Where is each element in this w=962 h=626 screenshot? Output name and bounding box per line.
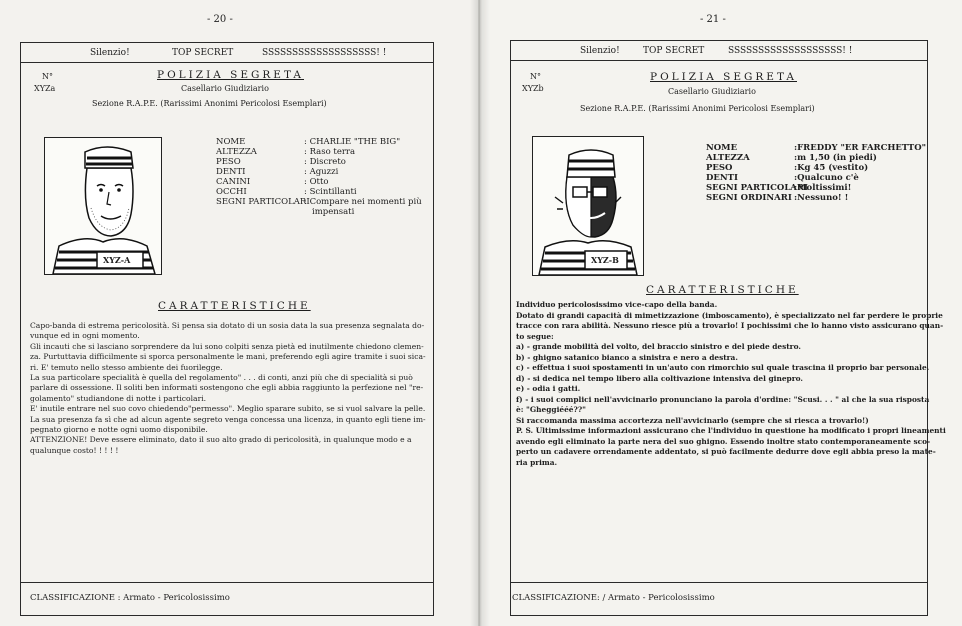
footer-divider <box>20 582 434 583</box>
body-line: ri. E' temuto nello stesso ambiente dei fuorilegge. <box>30 362 223 372</box>
field-label-canini: CANINI <box>216 177 251 187</box>
body-line: E' inutile entrare nel suo covo chiedendo"permesso". Meglio sparare subito, se si vuol salvare la pelle. <box>30 404 426 414</box>
body-line: Dotato di grandi capacità di mimetizzazione (imboscamento), è specializzato nel far perdere le proprie <box>516 310 943 320</box>
body-line: vunque ed in ogni momento. <box>30 331 140 341</box>
body-line: avendo egli eliminato la parte nera del suo ghigno. Essendo inoltre stato contemporaneamente sco- <box>516 436 931 446</box>
body-line: e) - odia i gatti. <box>516 384 581 393</box>
field-value-continued: impensati <box>312 207 355 217</box>
field-label-denti: DENTI <box>706 173 738 183</box>
body-line: pegnato giorno e notte ogni uomo disponibile. <box>30 425 208 435</box>
caratteristiche-heading: CARATTERISTICHE <box>646 284 799 296</box>
field-label-nome: NOME <box>216 137 246 147</box>
description-body <box>516 300 946 468</box>
field-value-canini: : Otto <box>304 177 329 187</box>
field-label-altezza: ALTEZZA <box>216 147 257 157</box>
body-line: tracce con rara abilità. Nessuno riesce più a trovarlo! I pochissimi che lo hanno visto assicurano quan- <box>516 321 944 330</box>
field-value-peso: :Kg 45 (vestito) <box>794 163 869 173</box>
body-line: perto un cadavere orrendamente addentato, si può facilmente dedurre dove egli abbia preso la mate- <box>516 447 936 456</box>
mugshot-drawing <box>533 137 643 275</box>
casellario-subtitle: Casellario Giudiziario <box>181 84 269 93</box>
record-number-label: N° <box>42 72 53 81</box>
header-divider <box>510 60 928 61</box>
section-name: Sezione R.A.P.E. (Rarissimi Anonimi Pericolosi Esemplari) <box>92 99 327 108</box>
field-value-nome: : CHARLIE "THE BIG" <box>304 137 401 147</box>
body-line: d) - si dedica nel tempo libero alla coltivazione intensiva del ginepro. <box>516 373 803 383</box>
top-secret-label: TOP SECRET <box>643 46 705 56</box>
silenzio-label: Silenzio! <box>580 46 620 56</box>
field-value-segni-ordinari: :Nessuno! ! <box>794 193 849 203</box>
shh-label: SSSSSSSSSSSSSSSSSSS! ! <box>728 46 853 56</box>
field-label-peso: PESO <box>706 163 733 173</box>
classification: CLASSIFICAZIONE: / Armato - Pericolosissimo <box>512 593 715 603</box>
mugshot-charlie <box>44 137 162 275</box>
page-left <box>0 0 478 626</box>
body-line: golamento" studiandone di notte i particolari. <box>30 393 207 403</box>
field-label-segni-particolari: SEGNI PARTICOLARI <box>706 183 808 193</box>
page-right <box>480 0 962 626</box>
agency-title: POLIZIA SEGRETA <box>650 71 797 83</box>
body-line: b) - ghigno satanico bianco a sinistra e nero a destra. <box>516 352 738 362</box>
record-number-value: XYZb <box>522 84 544 93</box>
page-number: - 20 - <box>207 14 233 25</box>
field-label-occhi: OCCHI <box>216 187 247 197</box>
silenzio-label: Silenzio! <box>90 48 130 58</box>
body-line: parlare di ossessione. Il soliti ben informati sostengono che egli abbia raggiunto la perfezione nel "re- <box>30 383 424 393</box>
body-line: c) - effettua i suoi spostamenti in un'auto con rimorchio sul quale trascina il proprio bar personale. <box>516 363 930 372</box>
body-line: ATTENZIONE! Deve essere eliminato, dato il suo alto grado di pericolosità, in qualunque modo e a <box>30 435 412 445</box>
field-value-occhi: : Scintillanti <box>304 187 357 197</box>
field-label-peso: PESO <box>216 157 241 167</box>
mugshot-freddy <box>532 136 644 276</box>
classification: CLASSIFICAZIONE : Armato - Pericolosissimo <box>30 593 230 603</box>
section-name: Sezione R.A.P.E. (Rarissimi Anonimi Pericolosi Esemplari) <box>580 104 815 113</box>
field-value-nome: :FREDDY "ER FARCHETTO" <box>794 143 927 153</box>
footer-divider <box>510 582 928 583</box>
field-value-altezza: : Raso terra <box>304 147 356 157</box>
body-line: Gli incauti che si lasciano sorprendere da lui sono colpiti senza pietà ed inutilmente chiedono clemen- <box>30 341 424 351</box>
field-value-altezza: :m 1,50 (in piedi) <box>794 153 877 163</box>
body-line: è: "Gheggiééé??" <box>516 405 587 414</box>
casellario-subtitle: Casellario Giudiziario <box>668 87 756 96</box>
field-value-segni-particolari: : Compare nei momenti più <box>304 197 422 207</box>
mugshot-drawing <box>45 138 161 274</box>
body-line: qualunque costo! ! ! ! ! <box>30 445 119 455</box>
field-label-segni-particolari: SEGNI PARTICOLARI <box>216 197 310 207</box>
body-line: to segue: <box>516 331 554 341</box>
description-body <box>30 321 426 456</box>
mugshot-plate: XYZ-A <box>103 255 131 265</box>
body-line: za. Purtuttavia difficilmente si sporca personalmente le mani, preferendo egli agire tramite i suoi sica- <box>30 352 426 362</box>
field-value-denti: :Qualcuno c'è <box>794 173 859 183</box>
field-value-segni-particolari: :Moltissimi! <box>794 183 852 193</box>
body-line: La sua presenza fa sì che ad alcun agente segreto venga concessa una licenza, in quanto egli tiene im- <box>30 414 426 424</box>
body-line: Capo-banda di estrema pericolosità. Si pensa sia dotato di un sosia data la sua presenza segnalata do- <box>30 321 425 330</box>
body-line: Si raccomanda massima accortezza nell'avvicinarlo (sempre che si riesca a trovarlo!) <box>516 415 869 425</box>
caratteristiche-heading: CARATTERISTICHE <box>158 300 311 312</box>
page-number: - 21 - <box>700 14 726 25</box>
field-label-segni-ordinari: SEGNI ORDINARI <box>706 193 792 203</box>
body-line: f) - i suoi complici nell'avvicinarlo pronunciano la parola d'ordine: "Scusi. . . " al che la sua risposta <box>516 394 930 404</box>
field-value-peso: : Discreto <box>304 157 346 167</box>
field-label-denti: DENTI <box>216 167 246 177</box>
body-line: P. S. Ultimissime informazioni assicurano che l'individuo in questione ha modificato i propri lineamenti <box>516 426 946 435</box>
body-line: Individuo pericolosissimo vice-capo della banda. <box>516 300 718 309</box>
mugshot-plate: XYZ-B <box>591 255 619 265</box>
top-secret-label: TOP SECRET <box>172 48 234 58</box>
agency-title: POLIZIA SEGRETA <box>157 69 304 81</box>
shh-label: SSSSSSSSSSSSSSSSSSS! ! <box>262 48 387 58</box>
body-line: La sua particolare specialità è quella del regolamento" . . . di conti, anzi più che di specialità si può <box>30 373 413 383</box>
body-line: a) - grande mobilità del volto, del braccio sinistro e del piede destro. <box>516 342 801 351</box>
book-gutter <box>470 0 490 626</box>
field-value-denti: : Aguzzi <box>304 167 339 177</box>
field-label-nome: NOME <box>706 143 738 153</box>
field-label-altezza: ALTEZZA <box>706 153 750 163</box>
body-line: ria prima. <box>516 457 558 467</box>
record-number-value: XYZa <box>34 84 56 93</box>
record-number-label: N° <box>530 72 541 81</box>
header-divider <box>20 62 434 63</box>
